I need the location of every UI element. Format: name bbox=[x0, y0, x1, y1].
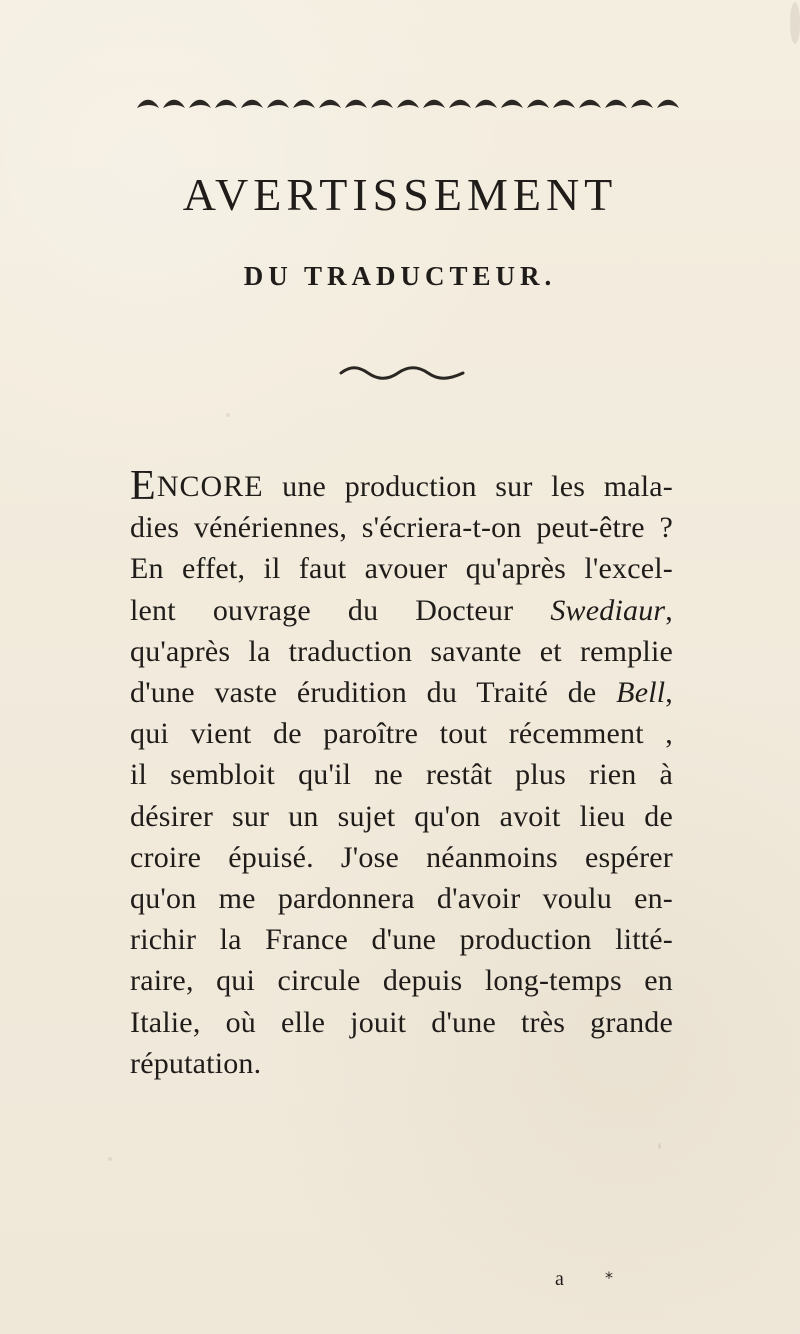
catchword: a bbox=[555, 1268, 564, 1290]
paper-stain bbox=[790, 2, 800, 44]
paragraph-line-7: qui vient de paroître tout récemment , bbox=[130, 717, 673, 751]
paragraph-line-8: il sembloit qu'il ne restât plus rien à bbox=[130, 758, 673, 792]
page-subtitle: DU TRADUCTEUR. bbox=[243, 261, 557, 291]
paragraph-line-10: croire épuisé. J'ose néanmoins espérer bbox=[130, 840, 673, 874]
paragraph-line-15: réputation. bbox=[130, 1046, 262, 1080]
paper-stain bbox=[658, 1143, 661, 1149]
paper-stain bbox=[108, 1157, 112, 1161]
body-paragraph bbox=[130, 465, 673, 1084]
decorative-rule-icon bbox=[338, 363, 466, 381]
smallcaps-word: NCORE bbox=[156, 470, 264, 503]
paragraph-line-12: richir la France d'une production litté- bbox=[130, 923, 673, 957]
paragraph-line-11: qu'on me pardonnera d'avoir voulu en- bbox=[130, 882, 673, 916]
line-text: une production sur les mala- bbox=[263, 470, 673, 503]
paragraph-line-9: désirer sur un sujet qu'on avoit lieu de bbox=[130, 799, 673, 833]
author-name: Bell bbox=[616, 676, 666, 710]
paragraph-line-14: Italie, où elle jouit d'une très grande bbox=[130, 1005, 673, 1039]
decorative-border-icon bbox=[133, 90, 688, 116]
line-text: , bbox=[665, 676, 673, 710]
paragraph-line-13: raire, qui circule depuis long-temps en bbox=[130, 964, 673, 998]
paragraph-line-2: dies vénériennes, s'écriera-t-on peut-être ? bbox=[130, 511, 673, 545]
page-title: AVERTISSEMENT bbox=[182, 169, 618, 220]
paragraph-line-1 bbox=[130, 465, 673, 507]
paragraph-line-4 bbox=[130, 590, 673, 631]
dropcap-letter: E bbox=[130, 463, 156, 509]
paragraph-line-5: qu'après la traduction savante et remplie bbox=[130, 634, 673, 668]
line-text: , bbox=[665, 593, 673, 627]
author-name: Swediaur bbox=[550, 593, 666, 627]
paragraph-line-3: En effet, il faut avouer qu'après l'excel- bbox=[130, 552, 673, 586]
line-text: lent ouvrage du Docteur bbox=[130, 593, 551, 627]
paper-stain bbox=[226, 413, 230, 417]
line-text: d'une vaste érudition du Traité de bbox=[130, 676, 617, 710]
asterisk-icon: * bbox=[605, 1268, 613, 1287]
paragraph-line-6 bbox=[130, 672, 673, 713]
